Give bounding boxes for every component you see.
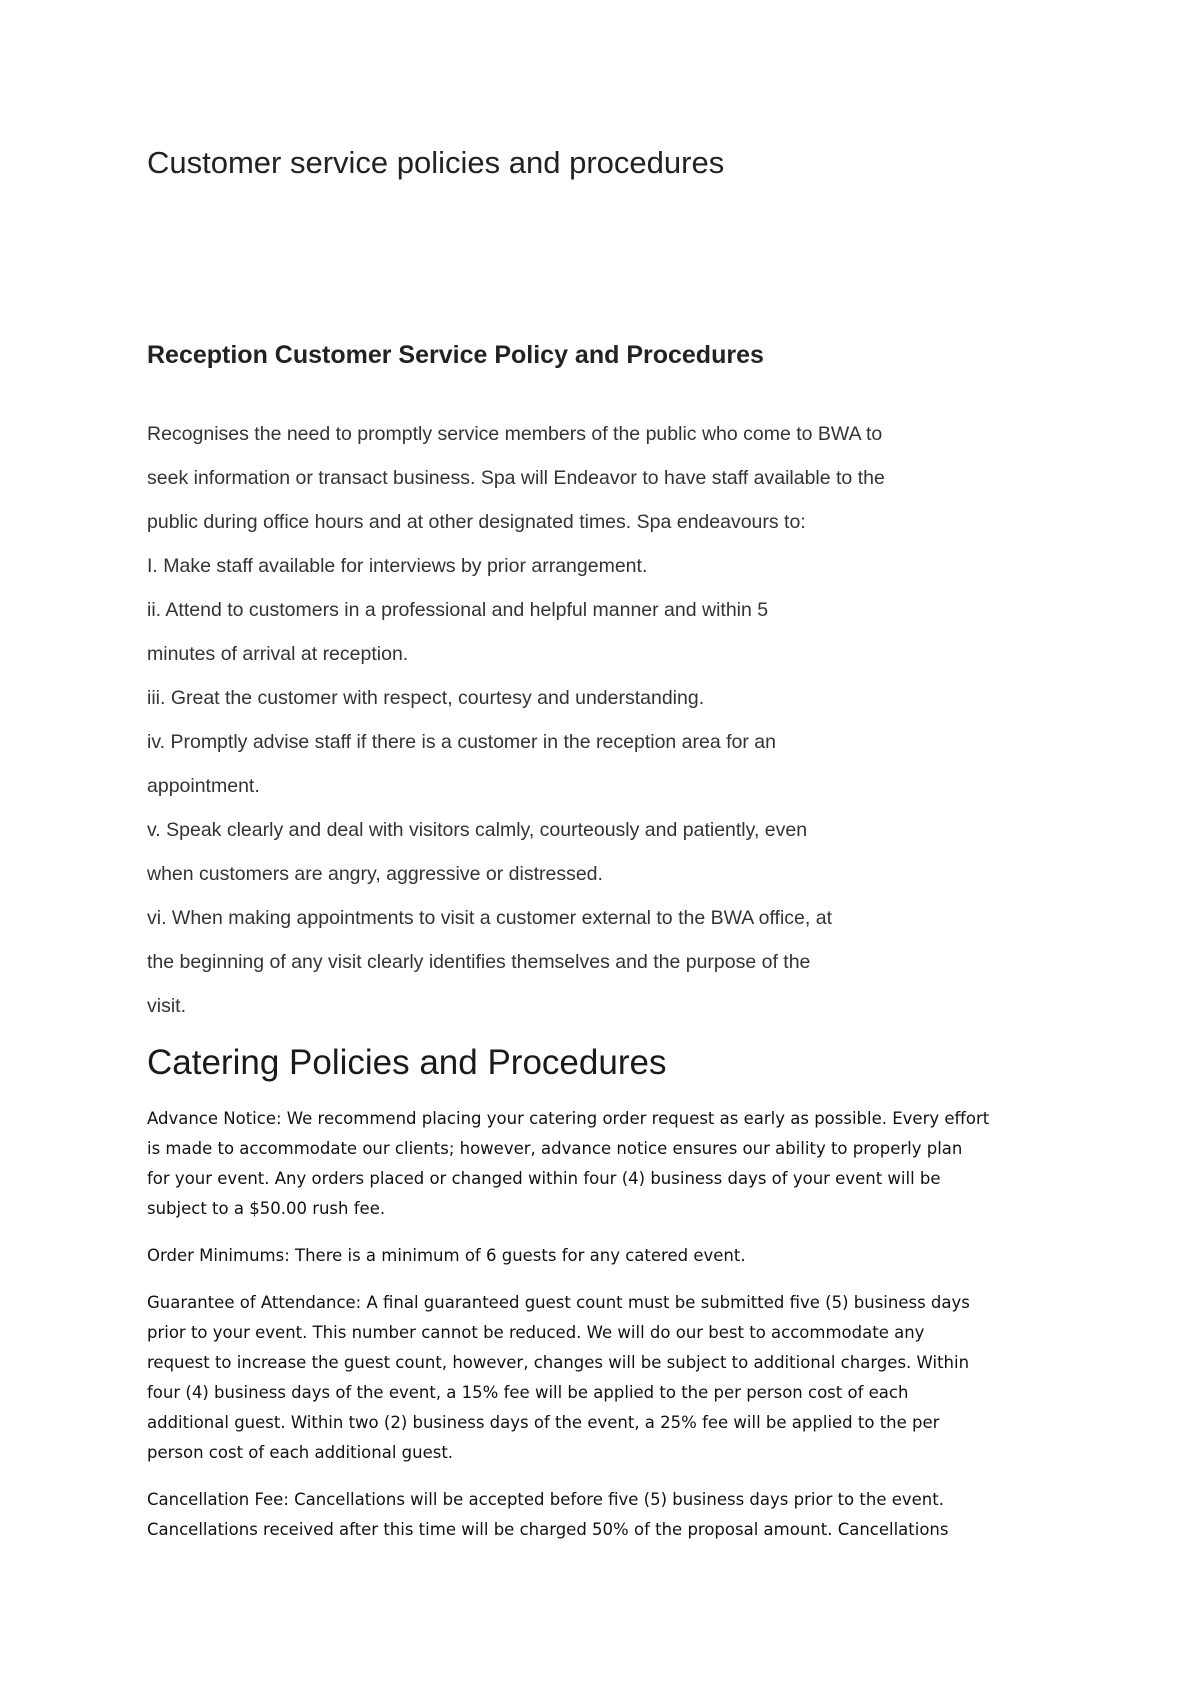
catering-text-line: is made to accommodate our clients; however, advance notice ensures our ability to properly plan — [147, 1139, 963, 1158]
reception-text-line: iv. Promptly advise staff if there is a customer in the reception area for an — [147, 731, 776, 753]
reception-text-line: the beginning of any visit clearly identifies themselves and the purpose of the — [147, 951, 811, 973]
reception-text-line: I. Make staff available for interviews by prior arrangement. — [147, 555, 648, 577]
reception-text-line: ii. Attend to customers in a professional and helpful manner and within 5 — [147, 599, 769, 621]
catering-text-line: four (4) business days of the event, a 15% fee will be applied to the per person cost of each — [147, 1383, 909, 1402]
catering-text-line: person cost of each additional guest. — [147, 1443, 454, 1462]
paragraph-spacer — [147, 1271, 1087, 1288]
reception-text-line: iii. Great the customer with respect, courtesy and understanding. — [147, 687, 705, 709]
catering-text-line: subject to a $50.00 rush fee. — [147, 1199, 386, 1218]
reception-text-line: appointment. — [147, 775, 260, 797]
order-minimums-paragraph — [147, 1241, 1087, 1271]
catering-policy-heading: Catering Policies and Procedures — [147, 1043, 667, 1082]
catering-text-line: Advance Notice: We recommend placing your catering order request as early as possible. Every effort — [147, 1109, 990, 1128]
catering-policy-body — [147, 1104, 1087, 1545]
guarantee-of-attendance-paragraph — [147, 1288, 1087, 1468]
paragraph-spacer — [147, 1468, 1087, 1485]
reception-text-line: when customers are angry, aggressive or distressed. — [147, 863, 603, 885]
catering-text-line: Guarantee of Attendance: A final guaranteed guest count must be submitted five (5) business days — [147, 1293, 970, 1312]
document-title: Customer service policies and procedures — [147, 145, 725, 180]
reception-text-line: v. Speak clearly and deal with visitors calmly, courteously and patiently, even — [147, 819, 808, 841]
reception-text-line: public during office hours and at other designated times. Spa endeavours to: — [147, 511, 806, 533]
catering-text-line: request to increase the guest count, however, changes will be subject to additional charges. Within — [147, 1353, 970, 1372]
catering-text-line: Order Minimums: There is a minimum of 6 guests for any catered event. — [147, 1246, 746, 1265]
reception-policy-heading: Reception Customer Service Policy and Procedures — [147, 341, 764, 369]
catering-text-line: for your event. Any orders placed or changed within four (4) business days of your event will be — [147, 1169, 941, 1188]
paragraph-spacer — [147, 1224, 1087, 1241]
catering-text-line: additional guest. Within two (2) business days of the event, a 25% fee will be applied to the per — [147, 1413, 940, 1432]
reception-text-line: visit. — [147, 995, 186, 1017]
reception-text-line: seek information or transact business. Spa will Endeavor to have staff available to the — [147, 467, 885, 489]
reception-text-line: minutes of arrival at reception. — [147, 643, 409, 665]
reception-policy-body — [147, 412, 1077, 1028]
catering-text-line: Cancellations received after this time will be charged 50% of the proposal amount. Cancellations — [147, 1520, 949, 1539]
reception-text-line: vi. When making appointments to visit a customer external to the BWA office, at — [147, 907, 832, 929]
catering-text-line: Cancellation Fee: Cancellations will be accepted before five (5) business days prior to the event. — [147, 1490, 944, 1509]
cancellation-fee-paragraph — [147, 1485, 1087, 1545]
advance-notice-paragraph — [147, 1104, 1087, 1224]
catering-text-line: prior to your event. This number cannot be reduced. We will do our best to accommodate any — [147, 1323, 925, 1342]
reception-text-line: Recognises the need to promptly service members of the public who come to BWA to — [147, 423, 883, 445]
